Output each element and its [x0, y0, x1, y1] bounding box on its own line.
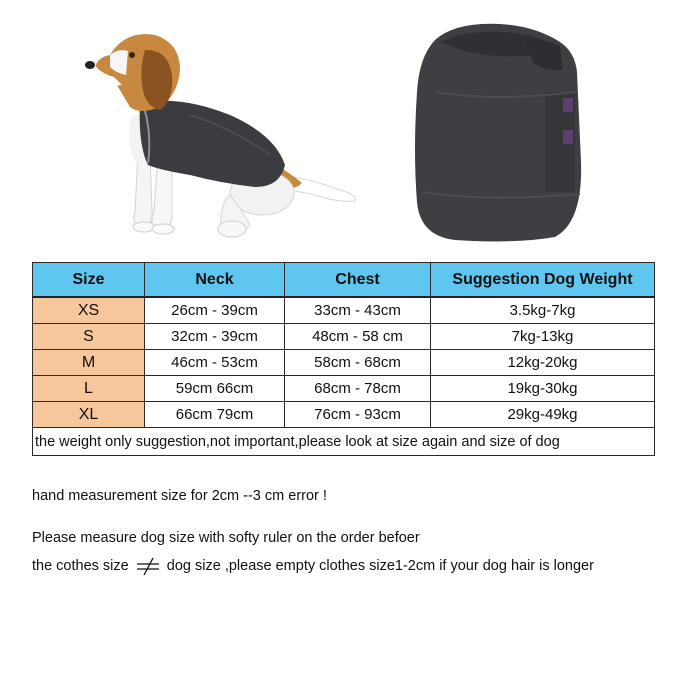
table-header-row — [33, 263, 655, 298]
chest-cell: 33cm - 43cm — [285, 297, 431, 324]
chest-cell: 76cm - 93cm — [285, 402, 431, 428]
neck-cell: 26cm - 39cm — [145, 297, 285, 324]
size-cell: S — [33, 324, 145, 350]
weight-cell: 12kg-20kg — [431, 350, 655, 376]
neck-cell: 46cm - 53cm — [145, 350, 285, 376]
compare-left-text: the cothes size — [32, 558, 129, 574]
measure-instruction-note: Please measure dog size with softy ruler on the order befoer — [32, 530, 420, 546]
size-cell: M — [33, 350, 145, 376]
size-cell: XL — [33, 402, 145, 428]
vest-flat-image — [395, 12, 610, 247]
dog-wearing-vest-image — [40, 15, 370, 245]
table-row — [33, 402, 655, 428]
size-compare-note — [32, 557, 594, 575]
table-footnote-row — [33, 428, 655, 456]
table-row — [33, 376, 655, 402]
size-chart-table — [32, 262, 655, 456]
chest-cell: 68cm - 78cm — [285, 376, 431, 402]
weight-cell: 7kg-13kg — [431, 324, 655, 350]
header-weight: Suggestion Dog Weight — [431, 263, 655, 298]
table-row — [33, 350, 655, 376]
neck-cell: 59cm 66cm — [145, 376, 285, 402]
weight-footnote: the weight only suggestion,not important,please look at size again and size of dog — [33, 428, 655, 456]
size-cell: L — [33, 376, 145, 402]
weight-cell: 29kg-49kg — [431, 402, 655, 428]
chest-cell: 58cm - 68cm — [285, 350, 431, 376]
size-cell: XS — [33, 297, 145, 324]
measurement-error-note: hand measurement size for 2cm --3 cm error ! — [32, 488, 327, 504]
header-size: Size — [33, 263, 145, 298]
table-row — [33, 297, 655, 324]
header-neck: Neck — [145, 263, 285, 298]
weight-cell: 19kg-30kg — [431, 376, 655, 402]
not-equal-icon — [135, 557, 161, 575]
table-row — [33, 324, 655, 350]
neck-cell: 32cm - 39cm — [145, 324, 285, 350]
weight-cell: 3.5kg-7kg — [431, 297, 655, 324]
header-chest: Chest — [285, 263, 431, 298]
chest-cell: 48cm - 58 cm — [285, 324, 431, 350]
compare-right-text: dog size ,please empty clothes size1-2cm if your dog hair is longer — [166, 558, 594, 574]
neck-cell: 66cm 79cm — [145, 402, 285, 428]
